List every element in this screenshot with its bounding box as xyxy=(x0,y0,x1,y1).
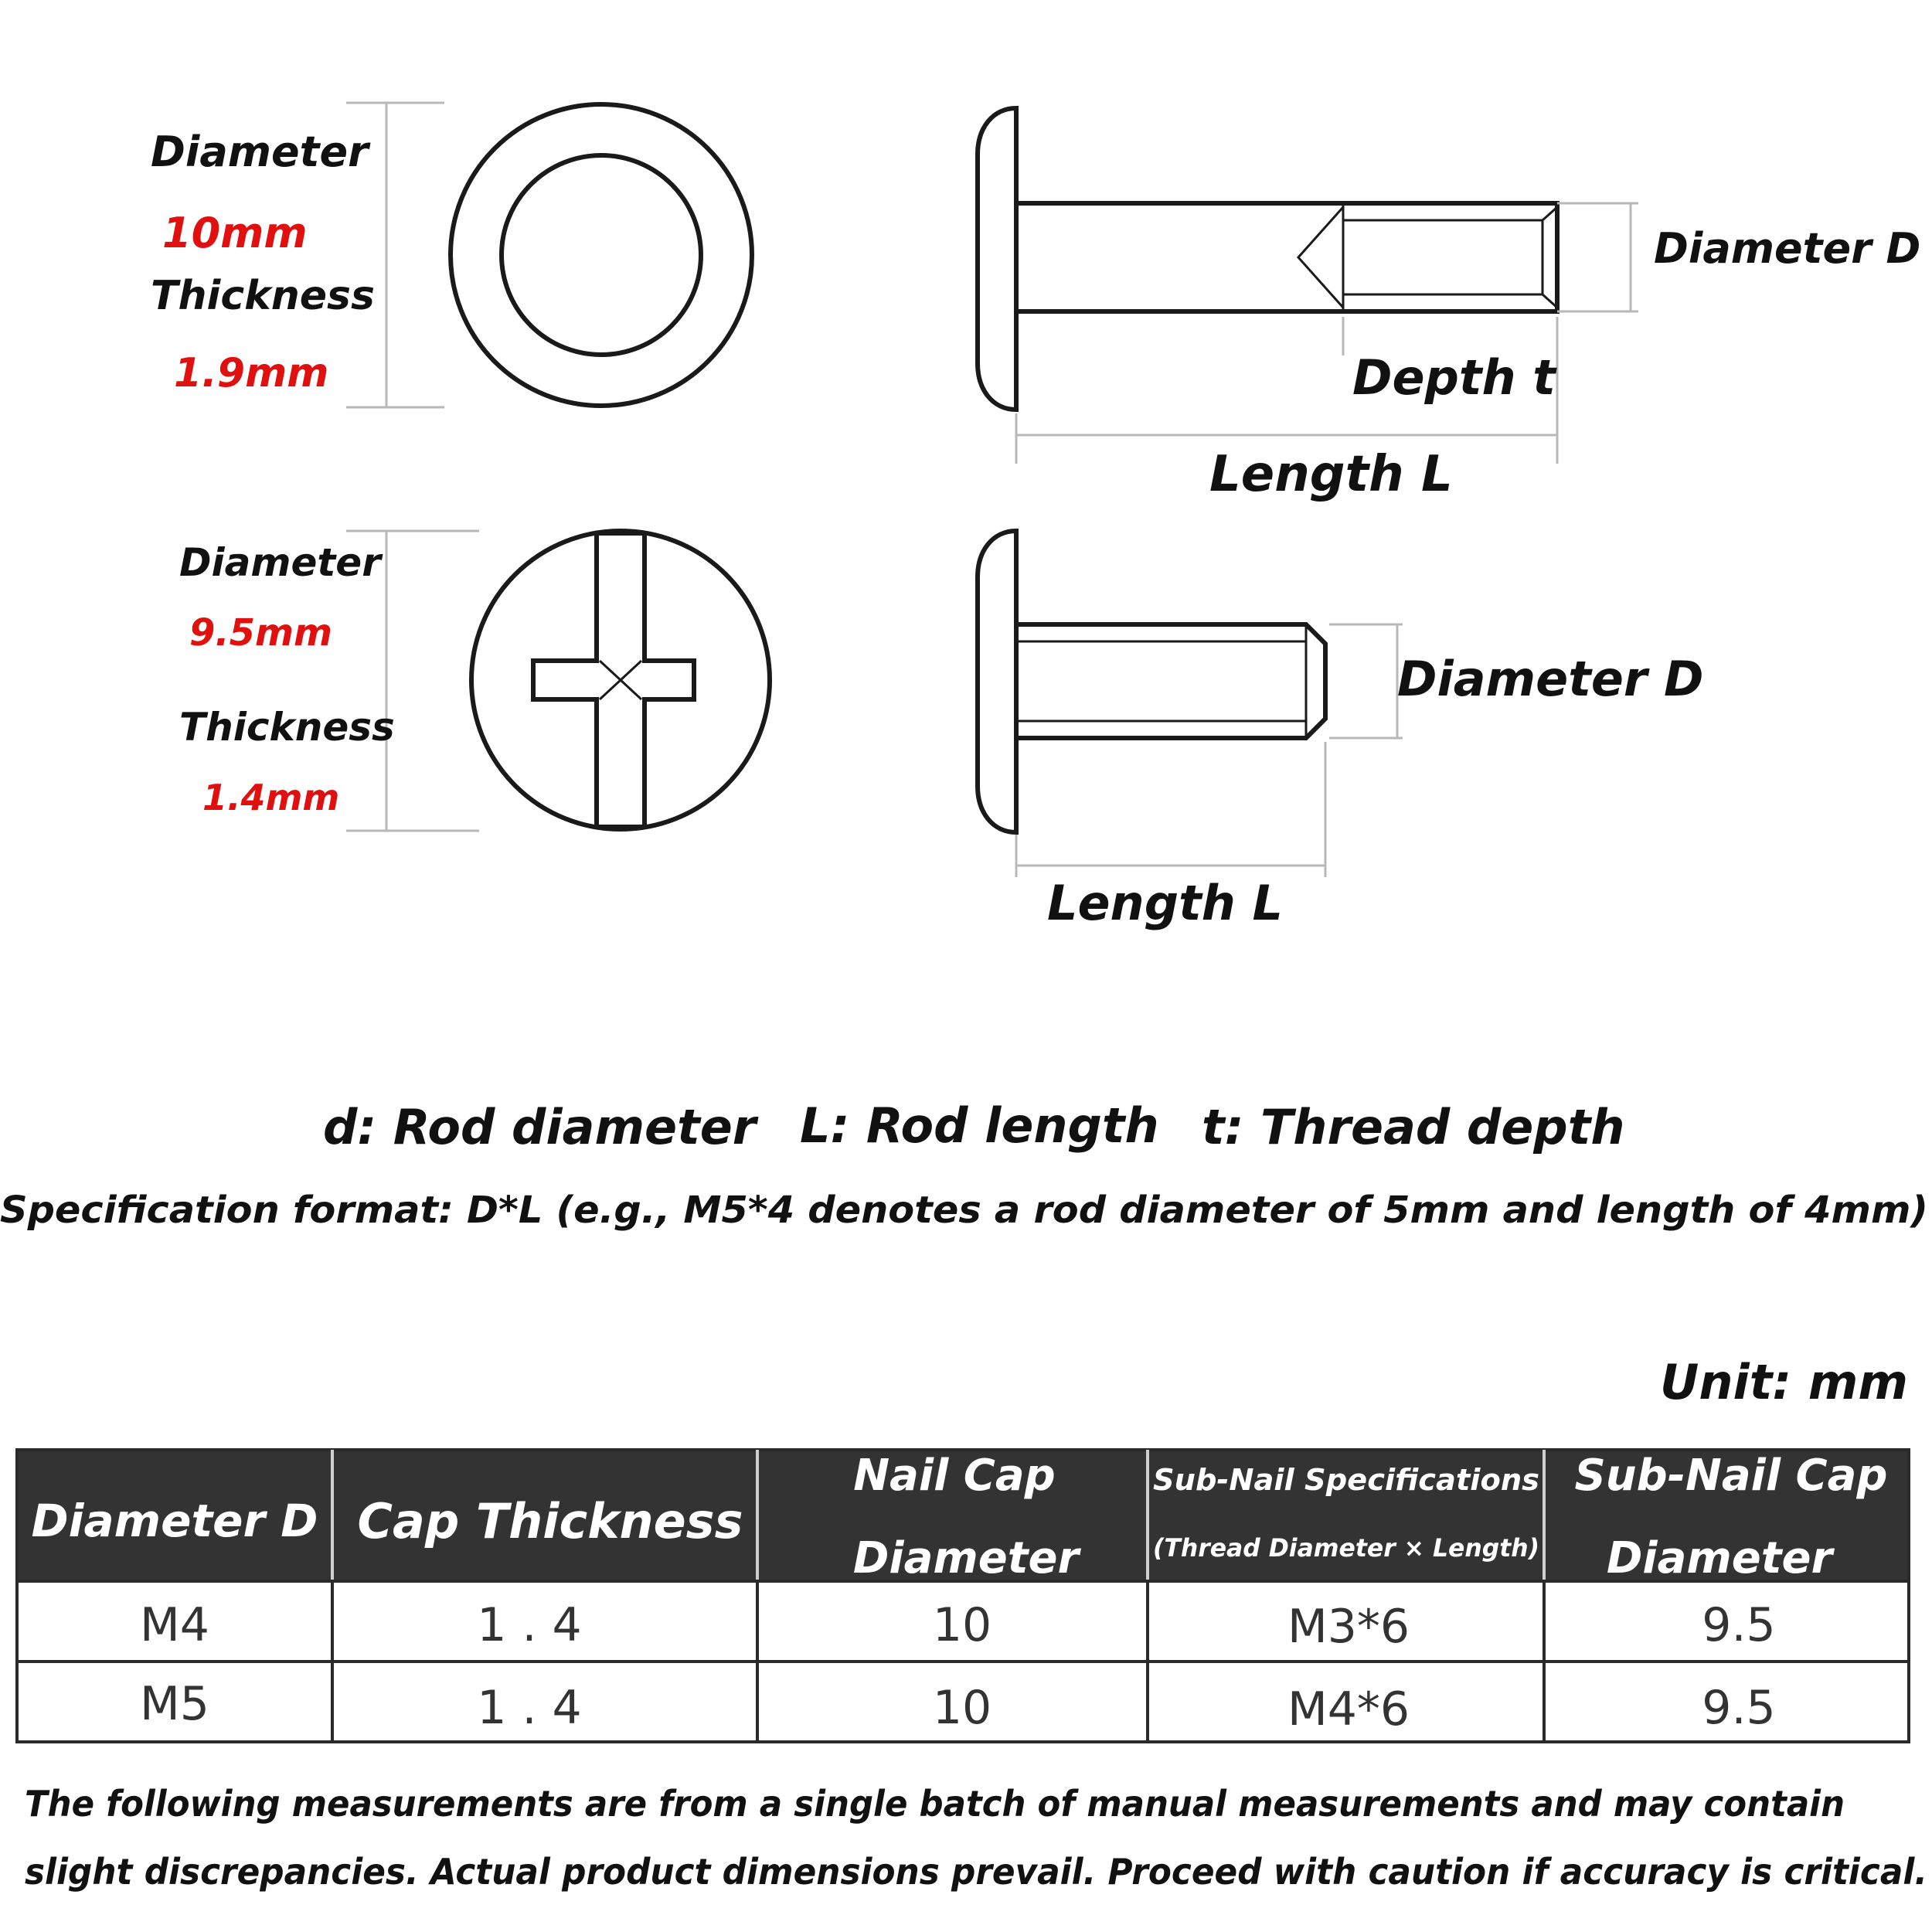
legend-rod-length: L: Rod length xyxy=(800,1097,1159,1154)
top-screw-side-view xyxy=(978,108,1638,464)
recess-edge xyxy=(621,661,641,680)
table-cell: 1.4 xyxy=(477,1681,597,1735)
recess-edge xyxy=(621,680,641,699)
bottom-cap-thickness-label: Thickness xyxy=(179,705,395,750)
header-sub-nail-cap: Sub-Nail Cap xyxy=(1574,1451,1888,1501)
bottom-cap-front-view xyxy=(346,531,770,831)
bottom-screw-side-view xyxy=(978,531,1403,877)
top-screw-diameter-label: Diameter D xyxy=(1654,224,1921,273)
table-cell: M3*6 xyxy=(1287,1600,1410,1654)
table-cell: M4*6 xyxy=(1287,1682,1410,1736)
table-cell: 10 xyxy=(932,1598,992,1652)
top-cap-diameter-label: Diameter xyxy=(151,128,369,176)
bottom-cap-thickness-value: 1.4mm xyxy=(202,777,340,818)
table-cell: 10 xyxy=(932,1681,992,1735)
screw-head xyxy=(978,108,1016,410)
drill-point xyxy=(1298,207,1343,308)
recess-edge xyxy=(600,680,621,699)
top-cap-thickness-label: Thickness xyxy=(151,273,375,319)
legend-thread-depth: t: Thread depth xyxy=(1202,1099,1625,1155)
table-cell: 9.5 xyxy=(1702,1598,1776,1652)
top-cap-diameter-value: 10mm xyxy=(162,209,308,257)
cap-inner-circle xyxy=(502,155,701,355)
header-cap-thickness: Cap Thickness xyxy=(357,1493,743,1549)
header-nail-cap: Nail Cap xyxy=(853,1451,1056,1501)
unit-label: Unit: mm xyxy=(1660,1354,1908,1410)
bottom-cap-diameter-label: Diameter xyxy=(179,540,381,585)
table-cell: 1.4 xyxy=(477,1598,597,1652)
table-cell: M4 xyxy=(140,1598,209,1652)
header-sub-nail-specs-sub: (Thread Diameter × Length) xyxy=(1153,1533,1539,1563)
recess-edge xyxy=(600,661,621,680)
header-sub-nail-specs: Sub-Nail Specifications xyxy=(1153,1463,1539,1497)
table-cell: M5 xyxy=(140,1677,209,1731)
bottom-cap-diameter-value: 9.5mm xyxy=(189,611,333,655)
header-diameter-d: Diameter D xyxy=(31,1495,318,1547)
top-cap-front-view xyxy=(346,103,752,407)
header-nail-cap-diameter: Diameter xyxy=(852,1533,1080,1583)
bottom-screw-length-label: Length L xyxy=(1047,875,1283,931)
header-sub-nail-cap-diameter: Diameter xyxy=(1606,1533,1833,1583)
footnote-line-2: slight discrepancies. Actual product dimensions prevail. Proceed with caution if accuracy is critical. xyxy=(25,1851,1927,1893)
footnote-line-1: The following measurements are from a single batch of manual measurements and may contain xyxy=(25,1783,1845,1825)
screw-head xyxy=(978,531,1016,832)
internal-thread xyxy=(1343,220,1543,294)
spec-format-note: Specification format: D*L (e.g., M5*4 denotes a rod diameter of 5mm and length of 4mm) xyxy=(0,1189,1928,1232)
legend-rod-diameter: d: Rod diameter xyxy=(323,1099,757,1155)
bottom-screw-diameter-label: Diameter D xyxy=(1397,651,1704,707)
table-cell: 9.5 xyxy=(1702,1681,1776,1735)
cap-outer-circle xyxy=(451,104,752,406)
cross-recess xyxy=(533,533,694,827)
top-screw-depth-label: Depth t xyxy=(1352,349,1556,406)
top-cap-thickness-value: 1.9mm xyxy=(174,350,329,396)
top-screw-length-label: Length L xyxy=(1209,446,1453,503)
